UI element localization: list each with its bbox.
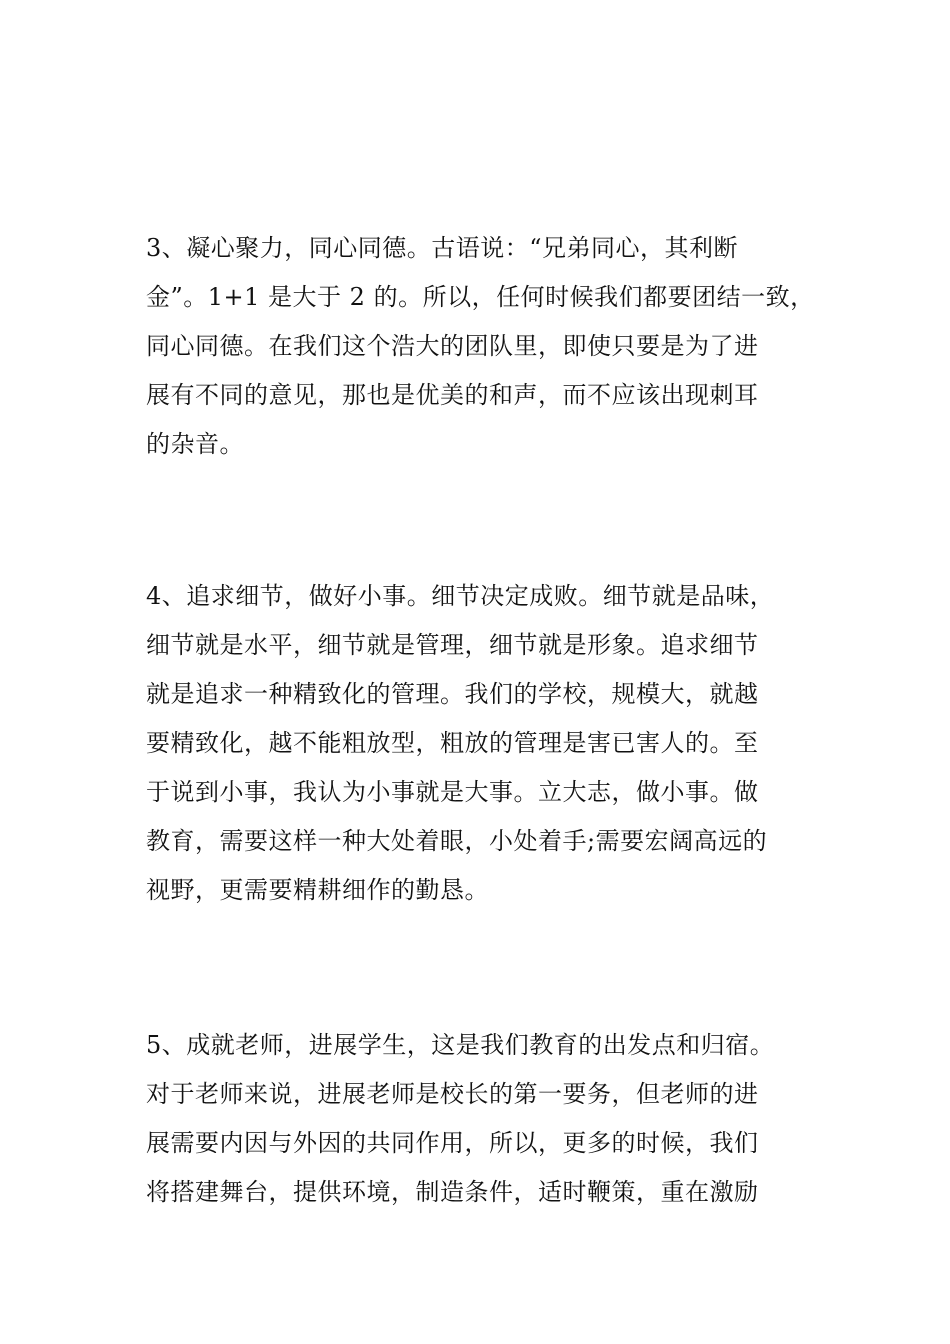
text-line: 的杂音。 [146,430,244,458]
text-line: 将搭建舞台，提供环境，制造条件，适时鞭策，重在激励 [146,1178,759,1206]
text-line: 展需要内因与外因的共同作用，所以，更多的时候，我们 [146,1129,759,1157]
text-line: 要精致化，越不能粗放型，粗放的管理是害已害人的。至 [146,729,759,757]
text-line: 细节就是水平，细节就是管理，细节就是形象。追求细节 [146,631,759,659]
text-line: 4、追求细节，做好小事。细节决定成败。细节就是品味， [146,582,775,610]
text-line: 金”。1+1 是大于 2 的。所以，任何时候我们都要团结一致， [146,283,815,311]
text-line: 3、凝心聚力，同心同德。古语说：“兄弟同心，其利断 [146,234,739,262]
text-line: 展有不同的意见，那也是优美的和声，而不应该出现刺耳 [146,381,759,409]
text-line: 对于老师来说，进展老师是校长的第一要务，但老师的进 [146,1080,759,1108]
text-line: 于说到小事，我认为小事就是大事。立大志，做小事。做 [146,778,759,806]
text-line: 5、成就老师，进展学生，这是我们教育的出发点和归宿。 [146,1031,775,1059]
text-line: 就是追求一种精致化的管理。我们的学校，规模大，就越 [146,680,759,708]
text-line: 视野，更需要精耕细作的勤恳。 [146,876,489,904]
paragraph-5 [146,1021,818,1217]
text-line: 同心同德。在我们这个浩大的团队里，即使只要是为了进 [146,332,759,360]
paragraph-4 [146,572,818,915]
text-line: 教育，需要这样一种大处着眼，小处着手;需要宏阔高远的 [146,827,768,855]
paragraph-3 [146,224,818,469]
